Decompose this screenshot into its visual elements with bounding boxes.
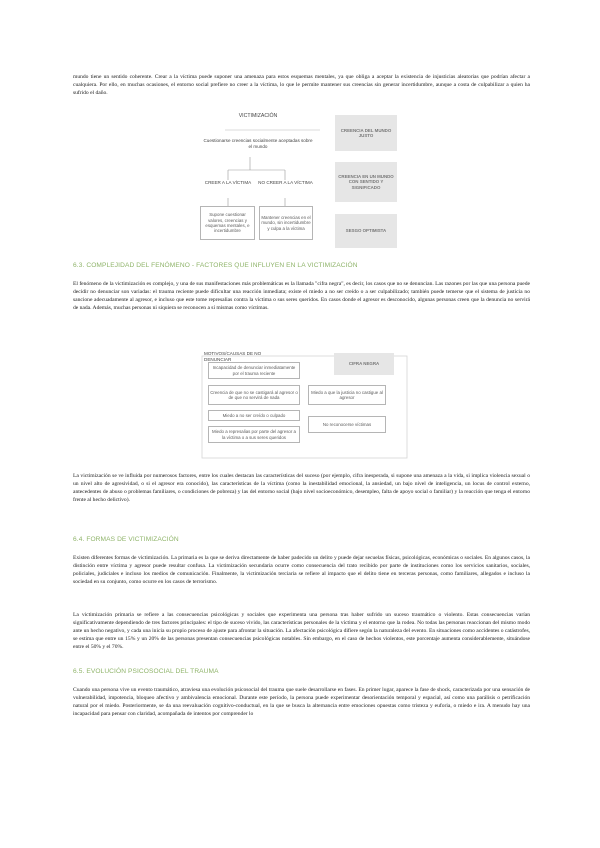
paragraph-6-5: Cuando una persona vive un evento traumático, atraviesa una evolución psicosocial del trauma que suele desarrollarse en fases. En primer lugar, aparece la fase de shock, caracterizada por una sensación de vulnerabilidad, impotencia, bloqueo afectivo y ambivalencia emocional. Durante este período, la persona puede experimentar desorientación temporal y espacial, así como una parálisis o petrificación natural por el miedo. Posteriormente, se da una reevaluación cognitivo-conductual, en la que se busca la alternancia entre emociones opuestas como tristeza y euforia, o miedo e ira. A menudo hay una incapacidad para pensar con claridad, acompañada de intentos por comprender lo — [73, 687, 530, 718]
section-heading-6-5: 6.5. EVOLUCIÓN PSICOSOCIAL DEL TRAUMA — [73, 668, 219, 675]
figure-victimizacion-box-sesgo: SESGO OPTIMISTA — [335, 214, 397, 248]
figure-victimizacion-box-no-creer: Mantener creencias en el mundo, sin incertidumbre y culpa a la víctima — [259, 206, 313, 240]
figure-victimizacion-box-sentido: CREENCIA EN UN MUNDO CON SENTIDO Y SIGNIFICADO — [335, 162, 397, 202]
section-heading-6-4: 6.4. FORMAS DE VICTIMIZACIÓN — [73, 536, 179, 543]
figure-motivos-box-6: No reconocerse víctimas — [308, 416, 386, 433]
figure-victimizacion-title: VICTIMIZACIÓN — [238, 113, 278, 119]
paragraph-6-3: El fenómeno de la victimización es complejo, y una de sus manifestaciones más problemáticas es la llamada "cifra negra", es decir, los casos que no se denuncian. Las razones por las que una persona puede decidir no denunciar son variadas: el trauma reciente puede dificultar una reacción inmediata; existe el miedo a no ser creído o a ser culpabilizado; también puede temerse que el sistema de justicia no sancione adecuadamente al agresor, e incluso que este tome represalias contra la víctima o sus seres queridos. En casos donde el agresor es desconocido, algunas personas creen que la denuncia no servirá de nada. Además, muchas personas ni siquiera se reconocen a sí mismas como víctimas. — [73, 281, 530, 312]
paragraph-6-4: Existen diferentes formas de victimización. La primaria es la que se deriva directamente de haber padecido un delito y puede dejar secuelas físicas, psicológicas, económicas o sociales. En algunos casos, la distinción entre víctima y agresor puede resultar confusa. La victimización secundaria ocurre como consecuencia del trato recibido por parte de instituciones como los servicios sanitarios, sociales, policiales, judiciales e incluso los medios de comunicación. Finalmente, la victimización terciaria se refiere al impacto que el delito tiene en terceras personas, como familiares, allegados e incluso la sociedad en su conjunto, como ocurre en los casos de terrorismo. — [73, 555, 530, 586]
figure-victimizacion-box-creer: Supone cuestionar valores, creencias y esquemas mentales, e incertidumbre — [200, 206, 255, 240]
figure-motivos-box-2: Creencia de que no se castigará al agresor o de que no servirá de nada — [208, 385, 300, 405]
paragraph-6-4-b: La victimización primaria se refiere a las consecuencias psicológicas y sociales que experimenta una persona tras haber sufrido un suceso traumático o violento. Estas consecuencias varían significativamente dependiendo de tres factores principales: el tipo de suceso vivido, las características personales de la víctima y el entorno que la rodea. No todas las personas reaccionan del mismo modo ante un hecho negativo, y cada una inicia su propio proceso de ajuste para afrontar la situación. La afectación psicológica difiere según la naturaleza del evento. En situaciones como accidentes o catástrofes, se estima que entre un 15% y un 20% de las personas presentan consecuencias psicológicas notables. Sin embargo, en el caso de hechos violentos, este porcentaje aumenta considerablemente, situándose entre el 50% y el 70%. — [73, 612, 530, 651]
figure-motivos-box-5: Miedo a que la justicia no castigue al agresor — [308, 385, 386, 405]
figure-motivos-title: MOTIVOS/CAUSAS DE NO DENUNCIAR — [204, 351, 262, 362]
figure-victimizacion-creer: CREER A LA VÍCTIMA — [204, 180, 252, 185]
figure-motivos-box-3: Miedo a no ser creído o culpado — [208, 410, 300, 421]
figure-victimizacion-question: Cuestionarse creencias socialmente aceptadas sobre el mundo — [203, 138, 313, 149]
figure-motivos-box-4: Miedo a represalias por parte del agresor a la víctima o a sus seres queridos — [208, 426, 300, 443]
figure-motivos-box-1: Incapacidad de denunciar inmediatamente por el trauma reciente — [208, 362, 300, 379]
paragraph-6-3-b: La victimización se ve influida por numerosos factores, entre los cuales destacan las características del suceso (por ejemplo, cifra inesperada, si supone una amenaza a la vida, si implica violencia sexual o un nivel alto de agresividad, o si el agresor era conocido), las características de la víctima (como la inestabilidad emocional, la ansiedad, un bajo nivel de inteligencia, un locus de control externo, antecedentes de abuso o problemas familiares, o condiciones de pobreza) y las del entorno social (bajo nivel socioeconómico, desempleo, falta de apoyo social o familiar) y la reacción que tenga el entorno frente al hecho delictivo). — [73, 473, 530, 504]
figure-motivos-box-cifra-negra: CIFRA NEGRA — [334, 353, 394, 375]
paragraph-intro: mundo tiene un sentido coherente. Crear a la víctima puede suponer una amenaza para estos esquemas mentales, ya que obliga a aceptar la existencia de injusticias aleatorias que podrían afectar a cualquiera. Por ello, en muchas ocasiones, el entorno social prefiere no creer a la víctima, lo que le permite mantener sus creencias sin generar incertidumbre, aunque a costa de culpabilizar a quien ha sufrido el daño. — [73, 74, 530, 97]
figure-motivos — [200, 350, 420, 460]
figure-victimizacion-no-creer: NO CREER A LA VÍCTIMA — [258, 180, 313, 185]
figure-victimizacion-box-mundo-justo: CREENCIA DEL MUNDO JUSTO — [335, 115, 397, 151]
section-heading-6-3: 6.3. COMPLEJIDAD DEL FENÓMENO - FACTORES QUE INFLUYEN EN LA VICTIMIZACIÓN — [73, 262, 358, 269]
figure-victimizacion — [195, 112, 525, 262]
